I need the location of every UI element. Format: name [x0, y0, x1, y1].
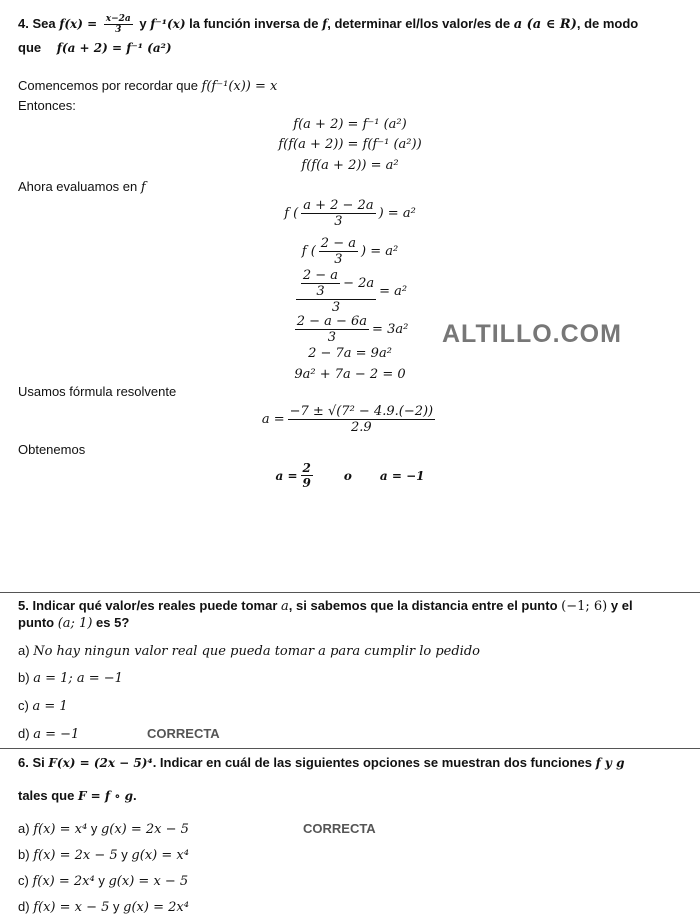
option-f: f(x) = 2x − 5 — [33, 848, 118, 863]
q5-option-c — [18, 698, 68, 714]
option-letter: d) — [18, 726, 30, 741]
numerator: a + 2 − 2a — [303, 198, 374, 213]
step-5: 2 − 7a = 9a² — [308, 346, 392, 361]
option-letter: c) — [18, 873, 29, 888]
q5-title-line2 — [18, 615, 129, 631]
math: f(a + 2) = f⁻¹ (a²) — [56, 41, 172, 55]
option-text: a = −1 — [33, 727, 80, 742]
q6-option-b — [18, 847, 189, 863]
rhs: = a² — [387, 206, 416, 221]
rhs: = 3a² — [372, 322, 409, 337]
numerator: 2 − a — [302, 268, 339, 283]
fraction — [295, 314, 369, 345]
text: . Indicar en cuál de las siguientes opciones se muestran dos funciones — [152, 755, 592, 770]
f: f ( — [284, 206, 299, 221]
text: 4. Sea — [18, 15, 56, 31]
equation-1: f(a + 2) = f⁻¹ (a²) — [293, 117, 407, 132]
text: , determinar el/los valor/es de — [327, 15, 511, 31]
math: (a; 1) — [57, 616, 93, 631]
option-f: f(x) = x⁴ — [33, 822, 88, 837]
text: la función inversa de — [189, 15, 319, 31]
option-letter: b) — [18, 670, 30, 685]
math: f(f⁻¹(x)) = x — [201, 79, 278, 94]
correct-mark: CORRECTA — [147, 726, 220, 741]
solution-2: a = −1 — [379, 468, 425, 483]
watermark-logo: ALTILLO.COM — [442, 320, 622, 348]
numerator — [296, 268, 376, 300]
option-text: a = 1 — [32, 699, 68, 714]
numerator: x−2a — [105, 14, 131, 24]
rhs: = a² — [379, 284, 408, 299]
option-letter: a) — [18, 821, 30, 836]
denominator: 9 — [302, 476, 311, 490]
lhs: a = — [261, 412, 285, 427]
option-f: f(x) = x − 5 — [33, 900, 110, 915]
text: − 2a — [343, 276, 375, 291]
text: Comencemos por recordar que — [18, 78, 198, 93]
option-letter: a) — [18, 643, 30, 658]
text: y — [90, 821, 98, 836]
q4-title-line2 — [18, 40, 172, 55]
q5-option-a — [18, 643, 480, 659]
denominator: 3 — [316, 284, 325, 299]
text: y — [113, 899, 120, 914]
numerator: 2 — [302, 461, 311, 475]
option-letter: d) — [18, 899, 30, 914]
text: y — [121, 847, 128, 862]
math: f — [140, 180, 146, 195]
q5-option-d — [18, 726, 79, 742]
text: , de modo — [576, 15, 639, 31]
recall-line — [18, 78, 277, 94]
option-g: g(x) = 2x − 5 — [100, 822, 189, 837]
math: f — [322, 16, 328, 31]
math: f⁻¹(x) — [150, 16, 186, 31]
numerator: 2 − a — [320, 236, 356, 251]
resolvent-formula — [0, 404, 700, 435]
math: f y g — [595, 756, 625, 770]
fraction — [301, 198, 375, 229]
math: a (a ∈ R) — [513, 16, 577, 32]
fraction — [296, 268, 376, 315]
text: es 5? — [96, 615, 130, 630]
text: , si sabemos que la distancia entre el punto — [288, 598, 558, 613]
usamos-label: Usamos fórmula resolvente — [18, 384, 177, 399]
text: 6. Si — [18, 755, 45, 770]
paren: ) — [360, 244, 371, 259]
denominator: 3 — [334, 252, 343, 267]
math: (−1; 6) — [561, 599, 608, 614]
q6-option-d — [18, 899, 189, 915]
option-g: g(x) = 2x⁴ — [123, 900, 189, 915]
divider — [0, 748, 700, 749]
fraction — [301, 461, 313, 490]
option-g: g(x) = x − 5 — [108, 874, 189, 889]
denominator: 3 — [334, 214, 343, 229]
option-g: g(x) = x⁴ — [131, 848, 189, 863]
inner-fraction — [301, 268, 340, 299]
option-text: a = 1; a = −1 — [33, 671, 123, 686]
denominator: 3 — [327, 330, 336, 345]
step-2 — [0, 236, 700, 267]
equation-3: f(f(a + 2)) = a² — [301, 158, 399, 173]
option-f: f(x) = 2x⁴ — [32, 874, 95, 889]
q6-option-c — [18, 873, 188, 889]
option-letter: b) — [18, 847, 30, 862]
solutions — [0, 461, 700, 490]
numerator: 2 − a − 6a — [296, 314, 368, 329]
denominator: 3 — [115, 25, 122, 35]
q5-option-b — [18, 670, 123, 686]
step-3 — [0, 268, 700, 315]
text: que — [18, 40, 42, 55]
entonces-label: Entonces: — [18, 98, 76, 113]
fraction — [319, 236, 358, 267]
math: f(x) = — [59, 16, 98, 31]
obtenemos-label: Obtenemos — [18, 442, 86, 457]
option-text: No hay ningun valor real que pueda tomar a para cumplir lo pedido — [33, 644, 480, 659]
divider — [0, 592, 700, 593]
text: Ahora evaluamos en — [18, 179, 138, 194]
text: tales que — [18, 788, 75, 803]
q4-title-line1 — [18, 14, 638, 35]
fraction — [104, 14, 133, 35]
math: F(x) = (2x − 5)⁴ — [48, 756, 153, 770]
denominator: 3 — [331, 300, 341, 315]
q6-title-line2 — [18, 788, 137, 803]
step-1 — [0, 198, 700, 229]
text: 5. Indicar qué valor/es reales puede tomar — [18, 598, 278, 613]
q6-option-a — [18, 821, 189, 837]
numerator: −7 ± √(7² − 4.9.(−2)) — [289, 404, 434, 419]
fraction — [288, 404, 436, 435]
equation-2: f(f(a + 2)) = f(f⁻¹ (a²)) — [278, 137, 422, 152]
text: y — [139, 15, 147, 31]
f: f ( — [301, 244, 316, 259]
denominator: 2.9 — [351, 420, 372, 435]
lhs: a = — [275, 468, 298, 483]
q5-title-line1 — [18, 598, 633, 614]
text: . — [133, 788, 137, 803]
q6-title-line1 — [18, 755, 624, 770]
text: y — [98, 873, 105, 888]
math: F = f ∘ g — [77, 789, 134, 803]
correct-mark: CORRECTA — [303, 821, 376, 836]
rhs: = a² — [370, 244, 399, 259]
paren: ) — [378, 206, 388, 221]
option-letter: c) — [18, 698, 29, 713]
step-6: 9a² + 7a − 2 = 0 — [294, 367, 406, 382]
text: punto — [18, 615, 55, 630]
ahora-line — [18, 179, 146, 195]
text: y el — [610, 598, 633, 613]
or: o — [343, 468, 352, 483]
math: a — [281, 599, 289, 614]
